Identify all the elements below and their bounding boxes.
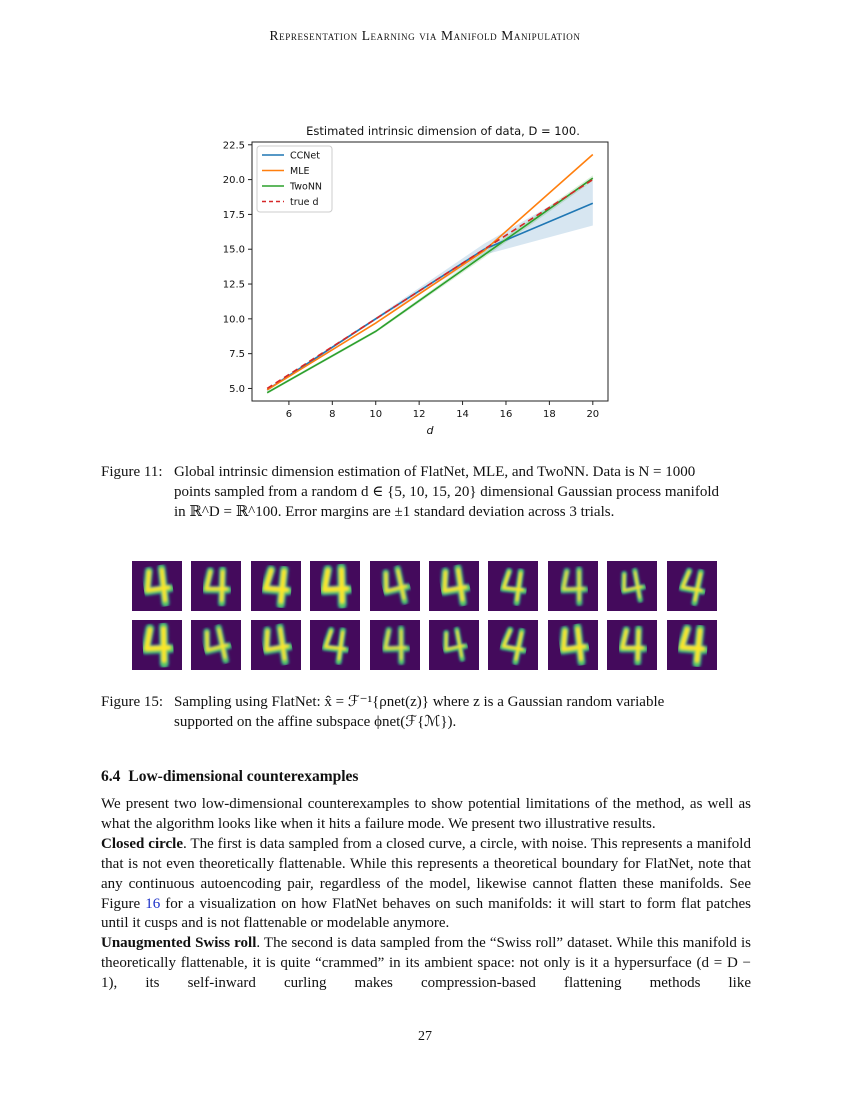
legend-label: TwoNN [290,181,323,193]
digit-sample [191,620,241,670]
digit-sample [607,620,657,670]
digit-four-glyph [607,620,657,670]
digit-four-glyph [132,620,182,670]
x-axis-label: d [426,424,434,437]
digit-four-glyph [191,561,241,611]
digit-sample [132,620,182,670]
digit-four-glyph [429,620,479,670]
figure-15-label: Figure 15: [101,694,164,710]
x-tick-label: 20 [586,409,600,420]
digit-four-glyph [488,620,538,670]
generated-digit-grid [132,561,722,673]
digit-sample [429,620,479,670]
paragraph-swiss-roll [101,934,751,994]
figure-16-link[interactable]: 16 [145,895,161,912]
digit-sample [667,561,717,611]
digit-four-glyph [548,561,598,611]
closed-circle-title: Closed circle [101,835,183,852]
x-tick-label: 18 [543,409,556,420]
closed-circle-text-2: for a visualization on how FlatNet behaves on such manifolds: it will start to form flat patches until it cusps and is not flattenable or modelable anymore. [101,895,751,932]
digit-four-glyph [607,561,657,611]
section-heading [101,768,358,786]
figure-15-line-1: Sampling using FlatNet: x̂ = ℱ⁻¹{ρnet(z)} where z is a Gaussian random variable [174,694,665,710]
y-tick-label: 20.0 [222,175,245,187]
paragraph-intro: We present two low-dimensional counterexamples to show potential limitations of the method, as well as what the algorithm looks like when it hits a failure mode. We present two illustrative results. [101,796,751,832]
figure-15-caption [101,692,751,732]
page-number: 27 [418,1029,432,1044]
digit-four-glyph [548,620,598,670]
digit-sample [667,620,717,670]
digit-four-glyph [251,620,301,670]
y-tick-label: 5.0 [229,383,245,395]
digit-sample [370,620,420,670]
closed-circle-text-1: . The first is data sampled from a closed curve, a circle, with noise. This represents a manifold that is not even theoretically flattenable. While this represents a theoretical boundary for FlatNet, note that any continuous autoencoding pair, regardless of the model, likewise cannot flatten these manifolds. See Figure [101,835,751,912]
figure-11-label: Figure 11: [101,464,163,480]
digit-four-glyph [370,561,420,611]
digit-sample [429,561,479,611]
x-tick-label: 10 [369,409,383,420]
digit-four-glyph [251,561,301,611]
y-tick-label: 7.5 [229,349,245,361]
digit-four-glyph [370,620,420,670]
digit-sample [370,561,420,611]
figure-15-line-2: supported on the affine subspace ϕnet(ℱ{ℳ}). [174,714,457,730]
y-tick-label: 22.5 [222,140,245,152]
digit-four-glyph [667,620,717,670]
digit-sample [488,620,538,670]
digit-sample [548,561,598,611]
digit-sample [548,620,598,670]
figure-11-caption [101,462,751,522]
digit-sample [191,561,241,611]
body-text [101,795,751,994]
digit-sample [132,561,182,611]
legend-label: CCNet [290,150,320,162]
digit-four-glyph [132,561,182,611]
figure-11-line-2: points sampled from a random d ∈ {5, 10, 15, 20} dimensional Gaussian process manifold [174,484,720,500]
legend-label: true d [290,197,319,208]
y-tick-label: 17.5 [222,209,245,221]
digit-sample [251,561,301,611]
digit-sample [607,561,657,611]
x-tick-label: 6 [285,409,293,420]
x-tick-label: 14 [456,409,469,420]
x-tick-label: 8 [329,409,336,420]
intrinsic-dimension-chart [200,118,620,443]
x-tick-label: 12 [412,409,426,420]
digit-four-glyph [310,561,360,611]
digit-four-glyph [667,561,717,611]
chart-legend [257,146,332,212]
digit-sample [310,620,360,670]
digit-four-glyph [310,620,360,670]
digit-four-glyph [191,620,241,670]
paragraph-closed-circle [101,835,751,935]
chart-title: Estimated intrinsic dimension of data, D = 100. [306,124,580,138]
y-tick-label: 10.0 [222,314,245,326]
figure-11-line-3: in ℝ^D = ℝ^100. Error margins are ±1 standard deviation across 3 trials. [174,504,615,520]
y-tick-label: 12.5 [222,279,245,291]
digit-sample [488,561,538,611]
swiss-roll-text: . The second is data sampled from the “Swiss roll” dataset. While this manifold is theoretically flattenable, it is quite “crammed” in its ambient space: not only is it a hypersurface (d = D − 1), its self-inward curling makes compression-based flattening methods like [101,935,752,992]
section-title: Low-dimensional counterexamples [128,768,359,785]
digit-sample [310,561,360,611]
x-tick-label: 16 [499,409,513,420]
digit-sample [251,620,301,670]
swiss-roll-title: Unaugmented Swiss roll [101,935,257,952]
section-number: 6.4 [101,768,121,785]
y-tick-label: 15.0 [222,244,245,256]
legend-label: MLE [290,166,310,177]
digit-four-glyph [488,561,538,611]
running-head: Representation Learning via Manifold Manipulation [269,28,581,43]
figure-11-line-1: Global intrinsic dimension estimation of FlatNet, MLE, and TwoNN. Data is N = 1000 [174,464,696,480]
digit-four-glyph [429,561,479,611]
